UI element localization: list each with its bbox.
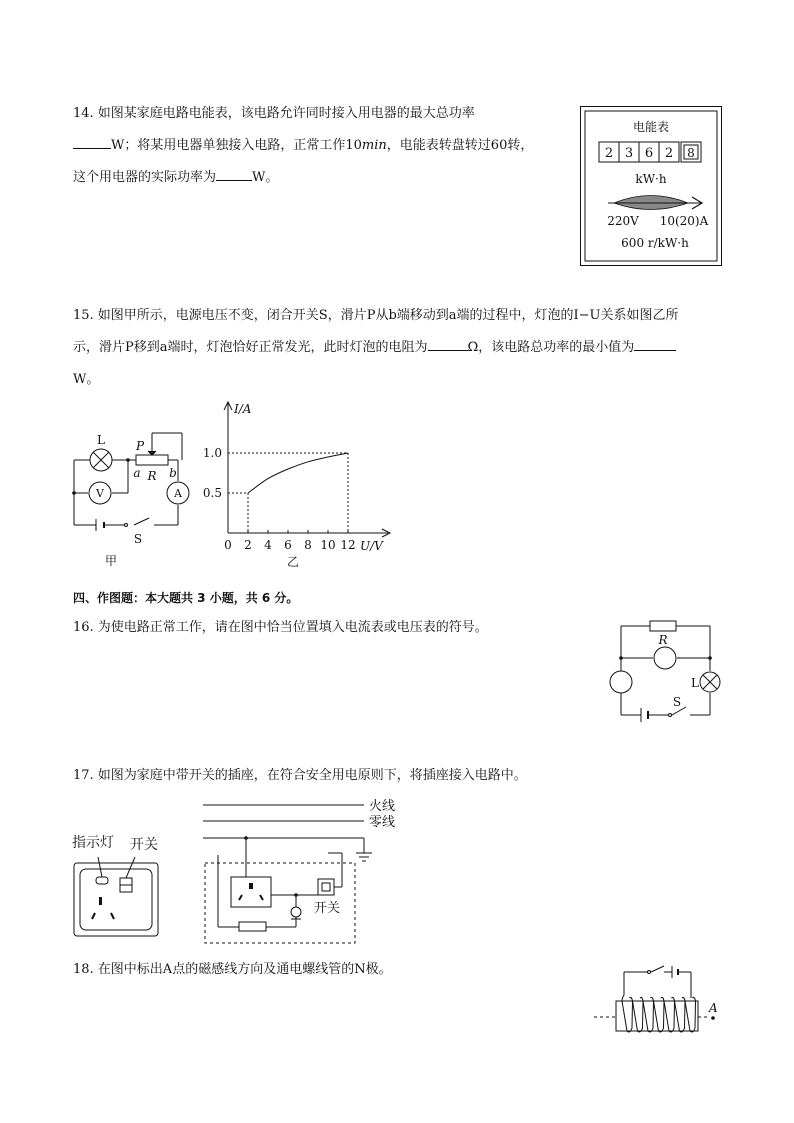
lamp-label: L — [97, 433, 105, 447]
coil-turn — [654, 997, 665, 1032]
lamp-icon — [90, 449, 112, 471]
question-16: 16. 为使电路正常工作，请在图中恰当位置填入电流表或电压表的符号。 — [73, 620, 488, 635]
q15-line3: W。 — [73, 372, 100, 387]
switch-label: S — [133, 532, 143, 546]
socket-icon — [231, 877, 271, 907]
x-tick-label: 0 — [224, 538, 232, 552]
meter-digit: 3 — [624, 146, 634, 161]
x-tick-label: 10 — [320, 538, 336, 552]
physical-socket-icon — [74, 857, 158, 936]
meter-constant: 600 r/kW·h — [621, 236, 689, 250]
question-14 — [73, 98, 573, 194]
point-a-label: A — [709, 1001, 718, 1015]
switch-label: 开关 — [130, 837, 158, 853]
question-15 — [73, 300, 723, 396]
meter-digit: 2 — [604, 146, 614, 161]
svg-text:A: A — [174, 487, 182, 500]
indicator-lamp-icon — [291, 907, 301, 919]
q15-line2: 示，滑片P移到a端时，灯泡恰好正常发光，此时灯泡的电阻为 Ω，该电路总功率的最小值为 — [73, 332, 723, 364]
q18-solenoid — [592, 962, 724, 1037]
point-a-marker — [711, 1016, 715, 1020]
meter-digit: 6 — [644, 146, 654, 161]
switch-label-2: 开关 — [314, 901, 341, 916]
meter-unit: kW·h — [635, 172, 667, 186]
resistor-label: R — [658, 633, 668, 647]
answer-blank[interactable] — [73, 136, 111, 149]
x-tick-label: 2 — [244, 538, 252, 552]
q14-line1: 14. 如图某家庭电路电能表，该电路允许同时接入用电器的最大总功率 — [73, 106, 475, 121]
q16-circuit — [606, 618, 724, 723]
figure-caption-yi: 乙 — [286, 555, 300, 569]
coil-turn — [622, 997, 633, 1032]
figure-caption-jia: 甲 — [104, 554, 118, 568]
coil-turn — [633, 997, 644, 1032]
coil-turn — [675, 997, 686, 1032]
switch-label: S — [672, 695, 682, 709]
x-tick-label: 8 — [304, 538, 312, 552]
x-axis-label: U/V — [360, 539, 383, 553]
y-tick-label: 1.0 — [202, 446, 222, 460]
svg-text:V: V — [96, 487, 104, 500]
x-tick-label: 12 — [340, 538, 356, 552]
q15-circuit-jia — [66, 425, 196, 570]
end-a-label: a — [133, 466, 141, 480]
neutral-wire-label: 零线 — [369, 815, 396, 830]
lamp-label: L — [691, 676, 699, 690]
meter-voltage: 220V — [607, 214, 639, 228]
y-tick-label: 0.5 — [202, 486, 222, 500]
slider-label: P — [135, 439, 145, 453]
ammeter-icon — [167, 482, 189, 504]
empty-meter-circle[interactable] — [654, 647, 676, 669]
live-wire-label: 火线 — [369, 799, 396, 814]
question-18: 18. 在图中标出A点的磁感线方向及通电螺线管的N极。 — [73, 962, 392, 977]
q15-line1: 15. 如图甲所示，电源电压不变，闭合开关S，滑片P从b端移动到a端的过程中，灯泡的I−U关系如图乙所 — [73, 308, 679, 323]
q15-iu-graph — [200, 398, 400, 573]
meter-digit: 8 — [687, 146, 695, 160]
section-4-heading: 四、作图题：本大题共 3 小题，共 6 分。 — [73, 591, 299, 605]
resistor-label: R — [147, 469, 157, 483]
answer-blank[interactable] — [216, 168, 252, 181]
answer-blank[interactable] — [634, 338, 676, 351]
coil-turn — [643, 997, 654, 1032]
coil-turn — [664, 997, 675, 1032]
energy-meter-diagram — [580, 106, 722, 266]
x-tick-label: 6 — [284, 538, 292, 552]
indicator-label: 指示灯 — [72, 835, 114, 851]
solenoid-coil — [622, 988, 696, 1032]
end-b-label: b — [169, 466, 177, 480]
iu-series-line — [248, 453, 348, 493]
y-axis-label: I/A — [234, 402, 252, 416]
q17-socket-diagram — [66, 795, 416, 945]
question-17: 17. 如图为家庭中带开关的插座，在符合安全用电原则下，将插座接入电路中。 — [73, 768, 527, 783]
meter-title: 电能表 — [632, 120, 670, 134]
meter-digit: 2 — [664, 146, 674, 161]
q14-line3: 这个用电器的实际功率为 W。 — [73, 170, 279, 185]
q14-line2: W；将某用电器单独接入电路，正常工作10min，电能表转盘转过60转， — [73, 130, 573, 162]
x-tick-label: 4 — [264, 538, 272, 552]
answer-blank[interactable] — [428, 338, 468, 351]
meter-current: 10(20)A — [659, 214, 709, 228]
lamp-icon — [700, 672, 720, 692]
empty-meter-circle[interactable] — [610, 671, 632, 693]
coil-turn — [685, 997, 696, 1032]
voltmeter-icon — [89, 482, 111, 504]
